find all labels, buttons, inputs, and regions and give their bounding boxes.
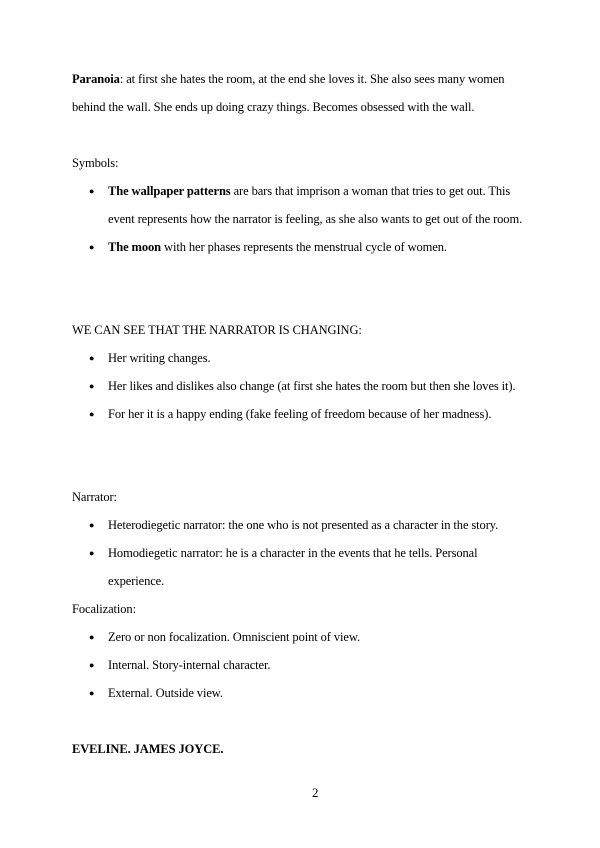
bullet-icon: ● bbox=[89, 632, 95, 642]
page-number: 2 bbox=[312, 785, 319, 800]
bullet-icon: ● bbox=[89, 186, 95, 196]
bullet-icon: ● bbox=[89, 548, 95, 558]
focalization-heading: Focalization: bbox=[72, 602, 136, 616]
bullet-icon: ● bbox=[89, 381, 95, 391]
focalization-item-1: Zero or non focalization. Omniscient point of view. bbox=[108, 630, 361, 644]
narrator-heading: Narrator: bbox=[72, 490, 117, 504]
symbols-heading: Symbols: bbox=[72, 156, 119, 170]
changing-heading: WE CAN SEE THAT THE NARRATOR IS CHANGING: bbox=[72, 323, 362, 337]
bullet-icon: ● bbox=[89, 660, 95, 670]
symbols-item-2-bold: The moon bbox=[108, 240, 162, 254]
narrator-item-1: Heterodiegetic narrator: the one who is not presented as a character in the story. bbox=[108, 518, 499, 532]
changing-item-1: Her writing changes. bbox=[108, 351, 211, 365]
symbols-item-1-line-1 bbox=[108, 183, 510, 199]
paranoia-term: Paranoia bbox=[72, 72, 120, 86]
narrator-item-2-line-2: experience. bbox=[108, 574, 165, 588]
symbols-item-2-text: with her phases represents the menstrual cycle of women. bbox=[161, 240, 447, 254]
bullet-icon: ● bbox=[89, 409, 95, 419]
symbols-item-2-line-1 bbox=[108, 239, 447, 255]
changing-item-3: For her it is a happy ending (fake feeling of freedom because of her madness). bbox=[108, 407, 492, 421]
paranoia-text-1: : at first she hates the room, at the end she loves it. She also sees many women bbox=[119, 72, 505, 86]
focalization-item-2: Internal. Story-internal character. bbox=[108, 658, 271, 672]
symbols-item-1-line-2: event represents how the narrator is feeling, as she also wants to get out of the room. bbox=[108, 212, 523, 226]
changing-item-2: Her likes and dislikes also change (at first she hates the room but then she loves it). bbox=[108, 379, 516, 393]
narrator-item-2-line-1: Homodiegetic narrator: he is a character in the events that he tells. Personal bbox=[108, 546, 478, 560]
section-title: EVELINE. JAMES JOYCE. bbox=[72, 742, 224, 756]
paranoia-line-1 bbox=[72, 71, 504, 87]
paranoia-line-2: behind the wall. She ends up doing crazy things. Becomes obsessed with the wall. bbox=[72, 100, 475, 114]
bullet-icon: ● bbox=[89, 520, 95, 530]
focalization-item-3: External. Outside view. bbox=[108, 686, 223, 700]
bullet-icon: ● bbox=[89, 688, 95, 698]
symbols-item-1-text: are bars that imprison a woman that tries to get out. This bbox=[230, 184, 511, 198]
symbols-item-1-bold: The wallpaper patterns bbox=[108, 184, 231, 198]
bullet-icon: ● bbox=[89, 353, 95, 363]
bullet-icon: ● bbox=[89, 242, 95, 252]
